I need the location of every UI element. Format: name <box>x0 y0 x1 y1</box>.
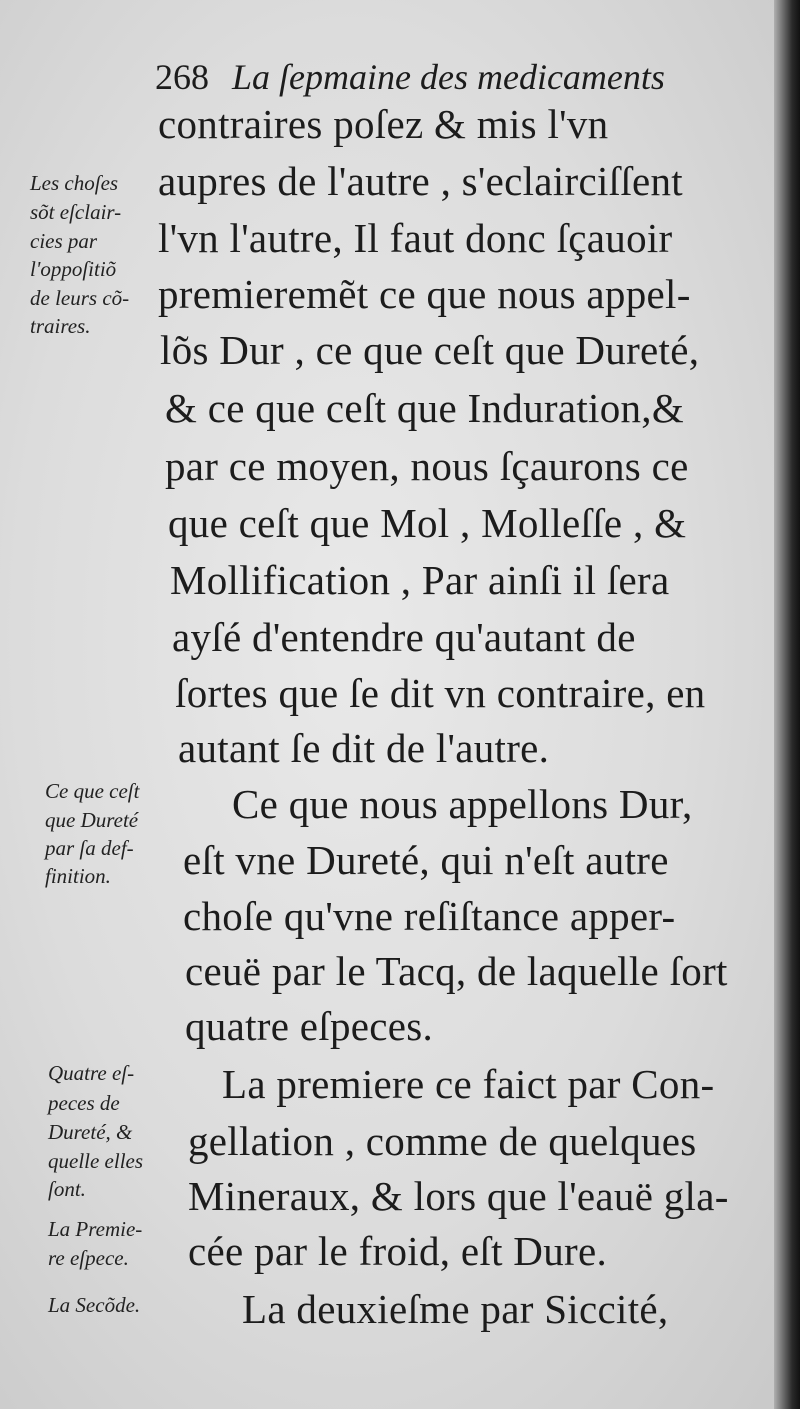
margin-note-line: quelle elles <box>48 1149 144 1173</box>
text-line: par ce moyen, nous ſçaurons ce <box>165 443 689 489</box>
margin-note-line: sõt eſclair- <box>30 200 122 224</box>
text-line: Mineraux, & lors que l'eauë gla- <box>188 1173 729 1219</box>
margin-note-line: cies par <box>30 229 98 253</box>
margin-note-line: La Premie- <box>48 1217 143 1241</box>
text-line: ceuë par le Tacq, de laquelle ſort <box>185 948 728 994</box>
page-gutter-shadow <box>774 0 800 1409</box>
text-line: premieremẽt ce que nous appel- <box>158 271 691 317</box>
margin-note-line: que Dureté <box>45 808 139 832</box>
text-line: contraires poſez & mis l'vn <box>158 101 609 147</box>
running-title: La ſepmaine des medicaments <box>232 57 665 97</box>
text-line: La premiere ce faict par Con- <box>222 1061 715 1107</box>
text-line: Mollification , Par ainſi il ſera <box>170 557 670 603</box>
text-line: aupres de l'autre , s'eclairciſſent <box>158 158 684 204</box>
margin-note-line: de leurs cõ- <box>30 286 130 310</box>
margin-note-line: ſont. <box>48 1177 86 1201</box>
text-line: ſortes que ſe dit vn contraire, en <box>175 670 706 716</box>
text-line: quatre eſpeces. <box>185 1003 434 1049</box>
text-line: Ce que nous appellons Dur, <box>232 781 693 827</box>
margin-note-line: Dureté, & <box>48 1120 133 1144</box>
text-line: La deuxieſme par Siccité, <box>242 1286 669 1332</box>
text-line: & ce que ceſt que Induration,& <box>165 385 685 431</box>
text-line: autant ſe dit de l'autre. <box>178 725 550 771</box>
text-line: lõs Dur , ce que ceſt que Dureté, <box>160 327 700 373</box>
text-line: choſe qu'vne reſiſtance apper- <box>183 893 676 939</box>
margin-note-line: peces de <box>48 1091 120 1115</box>
margin-note-line: l'oppoſitiõ <box>30 257 117 281</box>
margin-note-line: traires. <box>30 314 91 338</box>
margin-note-line: finition. <box>45 864 111 888</box>
margin-note-line: Quatre eſ- <box>48 1061 135 1085</box>
text-line: l'vn l'autre, Il faut donc ſçauoir <box>158 215 673 261</box>
page-number: 268 <box>155 57 209 97</box>
margin-note-line: La Secõde. <box>48 1293 141 1317</box>
text-line: eſt vne Dureté, qui n'eſt autre <box>183 837 669 883</box>
text-line: gellation , comme de quelques <box>188 1118 697 1164</box>
margin-note-line: Les choſes <box>30 171 119 195</box>
margin-note-line: Ce que ceſt <box>45 779 140 803</box>
margin-note-line: re eſpece. <box>48 1246 129 1270</box>
margin-note-line: par ſa def- <box>45 836 134 860</box>
text-line: que ceſt que Mol , Molleſſe , & <box>168 500 687 546</box>
page-header <box>155 52 715 102</box>
text-line: cée par le froid, eſt Dure. <box>188 1228 608 1274</box>
text-line: ayſé d'entendre qu'autant de <box>172 614 636 660</box>
